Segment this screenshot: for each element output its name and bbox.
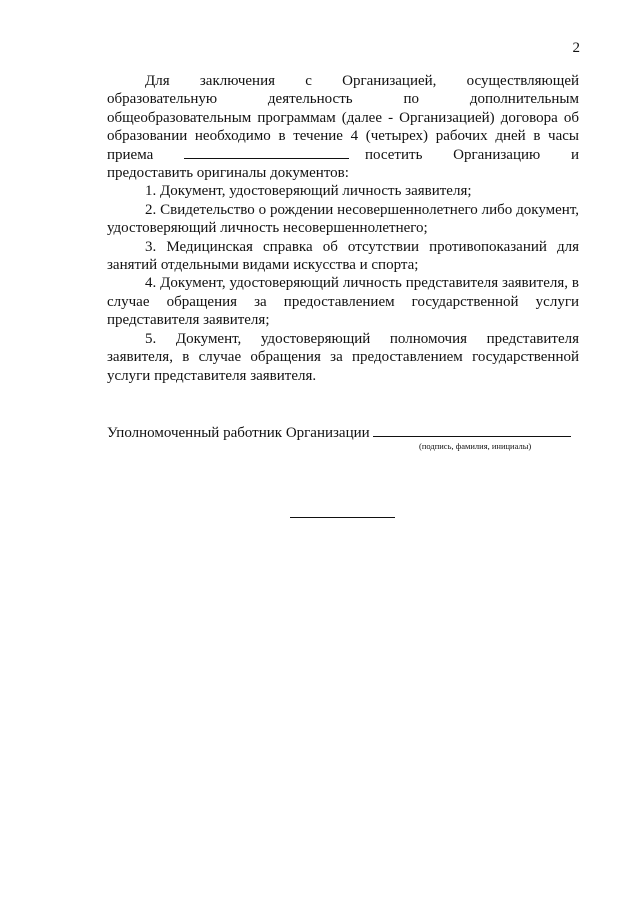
page-number: 2 <box>572 40 580 56</box>
document-body <box>107 72 579 385</box>
signature-label: Уполномоченный работник Организации <box>107 425 370 441</box>
intro-text-continued: посетить Организацию и предоставить оригиналы документов: <box>107 146 579 182</box>
reception-hours-blank <box>184 146 349 159</box>
document-item-2: 2. Свидетельство о рождении несовершеннолетнего либо документ, удостоверяющий личность несовершеннолетнего; <box>107 201 579 237</box>
document-item-1: 1. Документ, удостоверяющий личность заявителя; <box>145 183 472 200</box>
signature-caption: (подпись, фамилия, инициалы) <box>419 441 532 451</box>
document-item-3: 3. Медицинская справка об отсутствии противопоказаний для занятий отдельными видами искусства и спорта; <box>107 238 579 274</box>
intro-paragraph <box>107 72 579 182</box>
document-item-5: 5. Документ, удостоверяющий полномочия представителя заявителя, в случае обращения за предоставлением государственной услуги представителя заявителя. <box>107 330 579 384</box>
signature-blank <box>373 424 571 437</box>
signature-line <box>107 424 579 442</box>
document-item-4: 4. Документ, удостоверяющий личность представителя заявителя, в случае обращения за предоставлением государственной услуги представителя заявителя; <box>107 275 579 329</box>
end-divider <box>290 517 395 518</box>
signature-block <box>107 424 579 451</box>
intro-text: Для заключения с Организацией, осуществляющей образовательную деятельность по дополнительным общеобразовательным программам (далее - Организацией) договора об образовании необходимо в течение 4 (четырех) рабочих дней в часы приема <box>107 73 579 163</box>
